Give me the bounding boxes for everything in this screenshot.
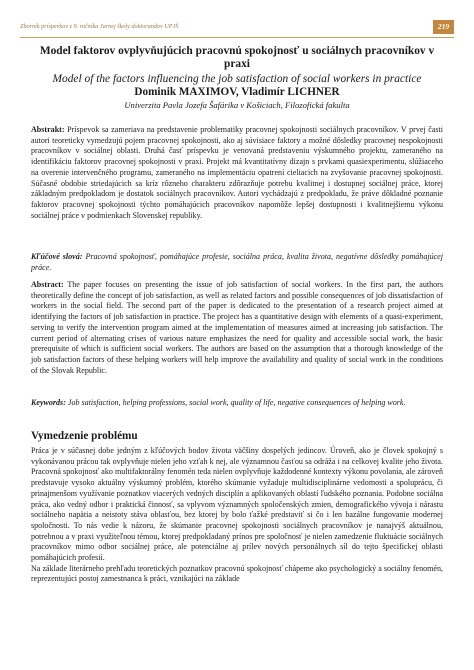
keywords-sk-text: Pracovná spokojnosť, pomáhajúce profesie, sociálna práca, kvalita života, negatívne dôsledky pomáhajúcej práce. bbox=[31, 252, 443, 272]
running-title: Zborník príspevkov z 9. ročníka Jarnej školy doktorandov UPJŠ bbox=[20, 23, 179, 30]
authors: Dominik MAXIMOV, Vladimír LICHNER bbox=[134, 86, 340, 98]
section-heading: Vymedzenie problému bbox=[31, 430, 138, 442]
paper-title-en: Model of the factors influencing the job satisfaction of social workers in practice bbox=[52, 73, 422, 85]
abstract-en bbox=[31, 280, 443, 376]
keywords-sk-label: Kľúčové slová: bbox=[31, 252, 83, 261]
running-header bbox=[20, 20, 454, 38]
body-paragraph: Práca je v súčasnej dobe jedným z kľúčových bodov života väčšiny dospelých jedincov. Úroveň, ako je človek spokojný s vykonávanou prácou tak ovplyvňuje nielen jeho vzťah k nej, ale významnou časťou sa odráža i na celkovej kvalite jeho života. Pracovná spokojnosť ako multifaktorálny fenomén teda nielen ovplyvňuje každodenné kontexty výkonu povolania, ale zároveň predstavuje vysoko aktuálny výskumný problém, ktorého skúmanie vyžaduje multidisciplinárne vedomosti a spoluprácu, či prinajmenšom využívanie poznatkov viacerých vedných disciplín a aplikovaných oblastí ľudského poznania. Podobne sociálna práca, ako vedný odbor i praktická činnosť, sa vplyvom významných spoločenských zmien, demografického vývoja i nárastu sociálneho napätia a neistoty stáva oblasťou, bez ktorej by bolo ťažké predstaviť si čo i len bazálne fungovanie modernej spoločnosti. To nás vedie k názoru, že skúmanie pracovnej spokojnosti sociálnych pracovníkov je nanajvýš aktuálnou, potrebnou a v praxi využiteľnou témou, ktorej predpokladaný prínos pre spoločnosť je nielen zamedzenie fluktuácie sociálnych pracovníkov mimo odbor sociálnej práce, ale potenciálne aj prílev nových personálnych síl do tejto špecifickej oblasti pomáhajúcich profesií. bbox=[31, 446, 443, 563]
body-paragraph: Na základe literárneho prehľadu teoretických poznatkov pracovnú spokojnosť chápeme ako psychologický a sociálny fenomén, reprezentujúci postoj zamestnanca k práci, vznikajúci na základe bbox=[31, 563, 443, 584]
keywords-en-text: Job satisfaction, helping professions, social work, quality of life, negative consequences of helping work. bbox=[67, 398, 406, 407]
abstract-sk-label: Abstrakt: bbox=[31, 125, 65, 134]
affiliation: Univerzita Pavla Jozefa Šafárika v Košiciach, Filozofická fakulta bbox=[124, 100, 350, 110]
abstract-sk-text: Príspevok sa zameriava na predstavenie problematiky pracovnej spokojnosti sociálnych pracovníkov. V prvej časti autori teoreticky vymedzujú pojem pracovnej spokojnosti, ako aj súvisiace faktory a možné dôsledky pracovnej nespokojnosti pracovníkov v sociálnej oblasti. Druhá časť príspevku je venovaná predstaveniu výskumného projektu, zameraného na identifikáciu faktorov pracovnej spokojnosti v praxi. Projekt má kvantitatívny dizajn s prvkami quasiexperimentu, slúžiaceho na overenie intervenčného programu, zameraného na implementáciu opatrení cieliacich na zvyšovanie pracovnej spokojnosti. Súčasné obdobie striedajúcich sa kríz rôzneho charakteru zdôrazňuje potrebu kvalitnej i dostupnej sociálnej práce, ktorej základným predpokladom je dostatok sociálnych pracovníkov. Autori vychádzajú z predpokladu, že práve dôkladné poznanie faktorov pracovnej spokojnosti týchto pomáhajúcich pracovníkov napomôže lepšej dostupnosti i kvalitnejšiemu výkonu sociálnej práce v podmienkach Slovenskej republiky. bbox=[31, 125, 443, 220]
page-number: 219 bbox=[433, 20, 454, 34]
keywords-en-label: Keywords: bbox=[31, 398, 66, 407]
abstract-en-label: Abstract: bbox=[31, 280, 64, 289]
abstract-en-text: The paper focuses on presenting the issue of job satisfaction of social workers. In the first part, the authors theoretically define the concept of job satisfaction, as well as related factors and possible consequences of job dissatisfaction of workers in the social field. The second part of the paper is dedicated to the presentation of a research project aimed at identifying the factors of job satisfaction in practice. The project has a quantitative design with elements of a quasi-experiment, serving to verify the intervention program aimed at the implementation of measures aimed at increasing job satisfaction. The current period of alternating crises of various nature emphasizes the need for quality and accessible social work, the basic prerequisite of which is sufficient social workers. The authors are based on the assumption that a thorough knowledge of the job satisfaction factors of these helping workers will help improve the availability and quality of social work in the conditions of the Slovak Republic. bbox=[31, 280, 443, 375]
body-text bbox=[31, 446, 443, 585]
keywords-en bbox=[31, 398, 443, 409]
keywords-sk bbox=[31, 252, 443, 273]
paper-title-sk: Model faktorov ovplyvňujúcich pracovnú spokojnosť u sociálnych pracovníkov v praxi bbox=[39, 45, 435, 70]
abstract-sk bbox=[31, 125, 443, 221]
